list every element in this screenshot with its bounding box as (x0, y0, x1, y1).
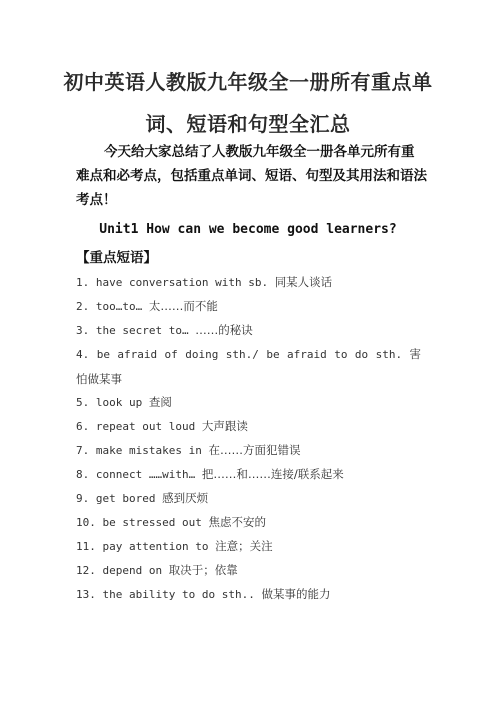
phrase-item-13 (76, 582, 421, 607)
phrase-english: be stressed out (102, 516, 202, 529)
phrase-english: the ability to do sth.. (102, 588, 255, 601)
phrase-english: the secret to… (95, 324, 189, 337)
phrase-chinese: 大声跟读 (201, 419, 248, 433)
phrase-english: pay attention to (102, 540, 209, 553)
phrase-chinese: 太……而不能 (148, 299, 218, 313)
phrase-item-4 (76, 342, 421, 392)
phrase-item-5 (76, 390, 421, 415)
phrase-item-3 (76, 318, 421, 343)
phrase-chinese: 焦虑不安的 (208, 515, 266, 529)
phrase-number: 13. (76, 588, 96, 601)
phrase-chinese: 做某事的能力 (261, 587, 331, 601)
phrase-english: have conversation with sb. (95, 276, 269, 289)
intro-paragraph (76, 140, 436, 212)
phrase-item-6 (76, 414, 421, 439)
phrase-item-11 (76, 534, 421, 559)
phrase-chinese: 查阅 (148, 395, 172, 409)
phrase-number: 12. (76, 564, 96, 577)
phrase-number: 8. (76, 468, 90, 481)
document-title-line-2: 词、短语和句型全汇总 (145, 112, 351, 136)
phrase-english: get bored (95, 492, 156, 505)
phrase-english: depend on (102, 564, 163, 577)
phrase-number: 3. (76, 324, 90, 337)
phrase-item-10 (76, 510, 421, 535)
intro-line-1 (76, 140, 436, 164)
phrase-number: 1. (76, 276, 90, 289)
phrase-item-1 (76, 270, 421, 295)
phrase-item-2 (76, 294, 421, 319)
intro-line-3: 考点！ (76, 192, 117, 208)
phrase-english: connect ……with… (95, 468, 196, 481)
phrase-chinese: 感到厌烦 (162, 491, 209, 505)
phrase-number: 10. (76, 516, 96, 529)
phrase-number: 2. (76, 300, 90, 313)
phrase-chinese: 同某人谈话 (274, 275, 333, 289)
phrase-english: make mistakes in (95, 444, 202, 457)
phrase-item-8 (76, 462, 421, 487)
intro-line-1-text: 今天给大家总结了人教版九年级全一册各单元所有重 (104, 144, 415, 160)
intro-line-2: 难点和必考点，包括重点单词、短语、句型及其用法和语法 (76, 168, 427, 184)
phrase-chinese: 在……方面犯错误 (208, 443, 301, 457)
phrase-number: 11. (76, 540, 96, 553)
phrase-chinese: 注意；关注 (215, 539, 273, 553)
phrase-item-9 (76, 486, 421, 511)
phrase-english: be afraid of doing sth./ be afraid to do sth. (96, 348, 403, 361)
phrase-item-12 (76, 558, 421, 583)
document-title-line-1: 初中英语人教版九年级全一册所有重点单 (63, 70, 433, 94)
phrase-number: 6. (76, 420, 90, 433)
phrase-english: look up (95, 396, 143, 409)
phrase-number: 9. (76, 492, 90, 505)
section-label-key-phrases: 【重点短语】 (76, 250, 157, 266)
phrase-chinese: 害怕做某事 (76, 347, 422, 386)
phrase-english: repeat out loud (95, 420, 196, 433)
phrase-english: too…to… (95, 300, 143, 313)
phrase-chinese: ……的秘诀 (195, 323, 253, 337)
phrase-number: 7. (76, 444, 90, 457)
phrase-chinese: 取决于；依靠 (168, 563, 238, 577)
phrase-number: 4. (76, 348, 90, 361)
phrase-chinese: 把……和……连接/联系起来 (201, 467, 344, 481)
unit-heading: Unit1 How can we become good learners? (99, 222, 397, 237)
phrase-number: 5. (76, 396, 90, 409)
phrase-item-7 (76, 438, 421, 463)
